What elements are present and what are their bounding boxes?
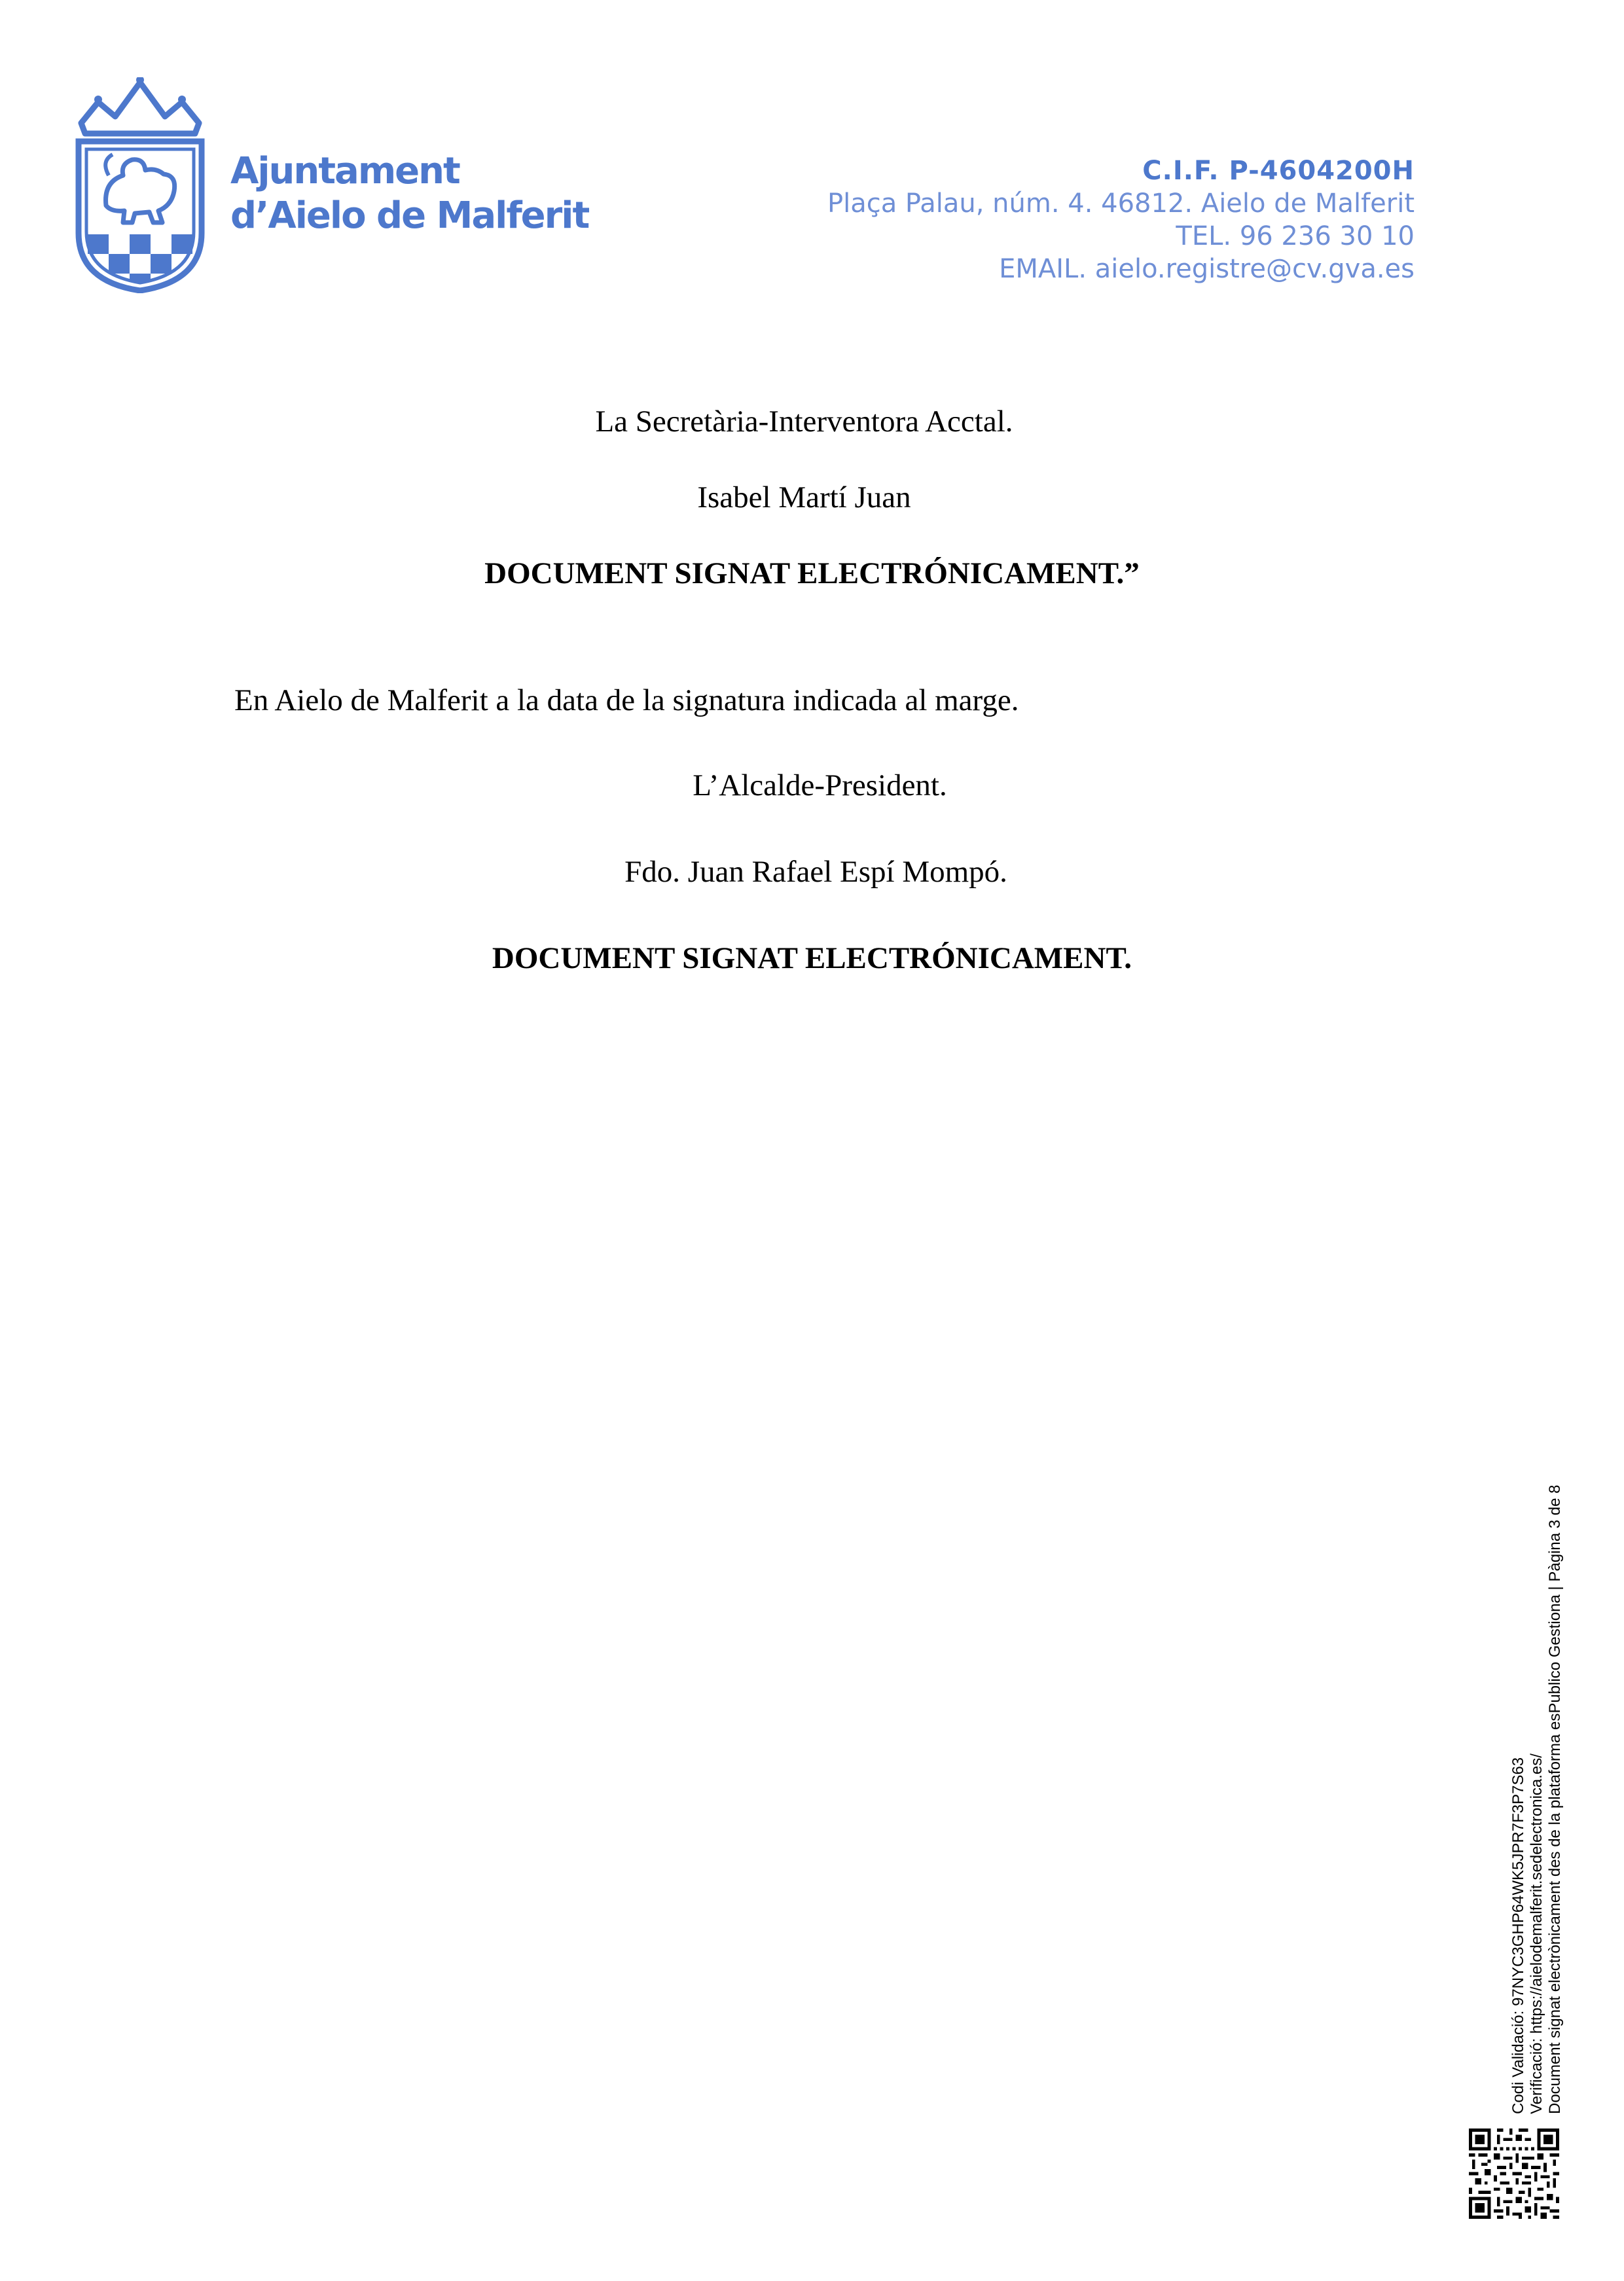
coat-of-arms-icon [72, 77, 209, 293]
validation-strip [1509, 1485, 1564, 2114]
qr-code-icon [1469, 2128, 1559, 2219]
secretary-signed-notice: DOCUMENT SIGNAT ELECTRÓNICAMENT.” [484, 556, 1140, 590]
cif-number: C.I.F. P-4604200H [1142, 156, 1415, 186]
mayor-name: Fdo. Juan Rafael Espí Mompó. [624, 855, 1007, 889]
phone: TEL. 96 236 30 10 [1176, 221, 1415, 251]
org-name-line-2: d’Aielo de Malferit [230, 194, 589, 237]
address: Plaça Palau, núm. 4. 46812. Aielo de Malferit [827, 189, 1415, 219]
email: EMAIL. aielo.registre@cv.gva.es [999, 254, 1415, 284]
platform-notice: Document signat electrònicament des de la plataforma esPublico Gestiona | Pàgina 3 de 8 [1546, 1484, 1564, 2114]
place-date-statement: En Aielo de Malferit a la data de la signatura indicada al marge. [234, 683, 1019, 717]
mayor-role: L’Alcalde-President. [693, 768, 947, 802]
contact-block [760, 154, 1415, 285]
organization-name [230, 149, 588, 238]
org-name-line-1: Ajuntament [230, 150, 460, 192]
verification-url: Verificació: https://aielodemalferit.sedelectronica.es/ [1528, 1753, 1545, 2114]
validation-code: Codi Validació: 97NYC3GHP64WK5JPR7F3P7S63 [1509, 1757, 1527, 2114]
mayor-signed-notice: DOCUMENT SIGNAT ELECTRÓNICAMENT. [492, 941, 1132, 975]
secretary-role: La Secretària-Interventora Acctal. [595, 404, 1013, 439]
secretary-name: Isabel Martí Juan [697, 480, 911, 514]
